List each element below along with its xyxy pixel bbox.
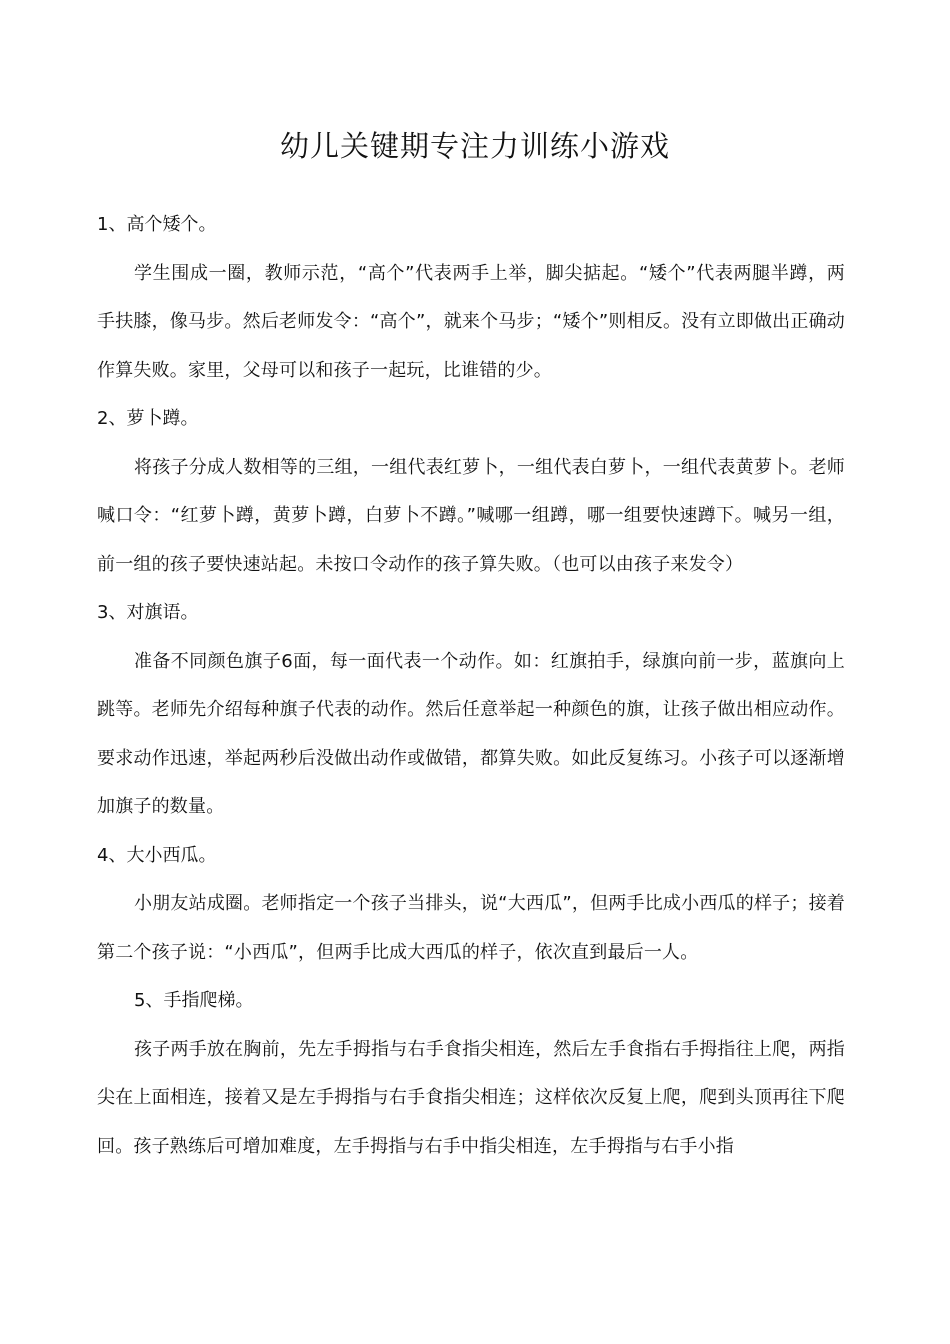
document-body	[97, 201, 845, 1171]
section-heading-4: 4、大小西瓜。	[97, 844, 217, 866]
section-heading-2: 2、萝卜蹲。	[97, 408, 199, 429]
section-body-2: 将孩子分成人数相等的三组，一组代表红萝卜，一组代表白萝卜，一组代表黄萝卜。老师喊口令：“红萝卜蹲，黄萝卜蹲，白萝卜不蹲。”喊哪一组蹲，哪一组要快速蹲下。喊另一组，前一组的孩子要快速站起。未按口令动作的孩子算失败。（也可以由孩子来发令）	[97, 456, 845, 575]
section-heading-3: 3、对旗语。	[97, 602, 199, 623]
document-title: 幼儿关键期专注力训练小游戏	[279, 129, 670, 163]
section-heading-1: 1、高个矮个。	[97, 214, 217, 235]
section-body-3: 准备不同颜色旗子6面，每一面代表一个动作。如：红旗拍手，绿旗向前一步，蓝旗向上跳等。老师先介绍每种旗子代表的动作。然后任意举起一种颜色的旗，让孩子做出相应动作。要求动作迅速，举起两秒后没做出动作或做错，都算失败。如此反复练习。小孩子可以逐渐增加旗子的数量。	[97, 650, 845, 817]
section-body-1: 学生围成一圈，教师示范，“高个”代表两手上举，脚尖掂起。“矮个”代表两腿半蹲，两手扶膝，像马步。然后老师发令：“高个”，就来个马步；“矮个”则相反。没有立即做出正确动作算失败。家里，父母可以和孩子一起玩，比谁错的少。	[97, 262, 845, 381]
section-heading-5: 5、手指爬梯。	[134, 990, 254, 1011]
section-body-4: 小朋友站成圈。老师指定一个孩子当排头，说“大西瓜”，但两手比成小西瓜的样子；接着第二个孩子说：“小西瓜”，但两手比成大西瓜的样子，依次直到最后一人。	[97, 893, 845, 963]
section-body-5: 孩子两手放在胸前，先左手拇指与右手食指尖相连，然后左手食指右手拇指往上爬，两指尖在上面相连，接着又是左手拇指与右手食指尖相连；这样依次反复上爬，爬到头顶再往下爬回。孩子熟练后可增加难度，左手拇指与右手中指尖相连，左手拇指与右手小指	[97, 1038, 845, 1157]
